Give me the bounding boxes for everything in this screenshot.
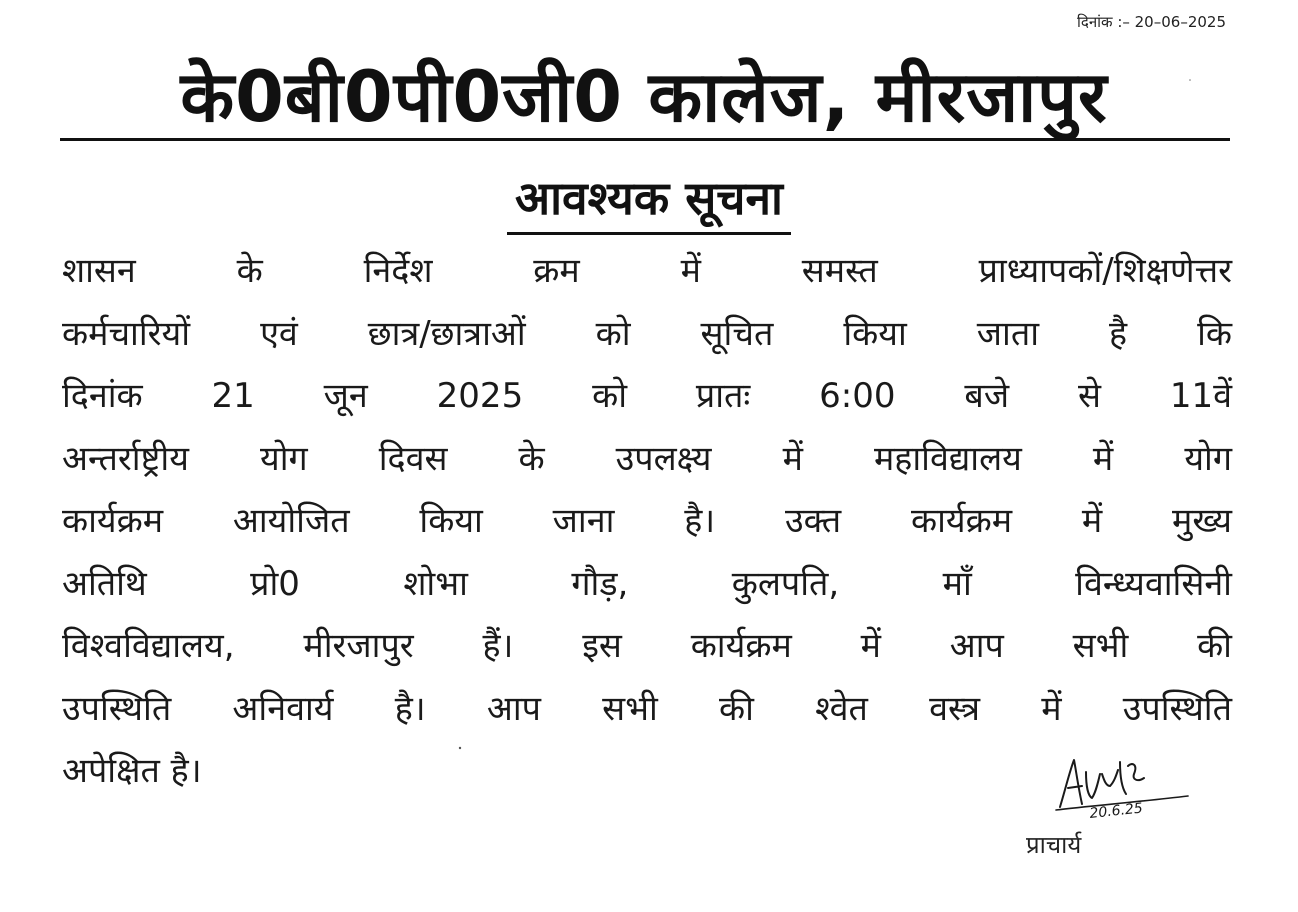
- notice-line-9: अपेक्षित है।: [62, 751, 202, 791]
- title-underline: [60, 138, 1230, 141]
- notice-line-7: विश्वविद्यालय, मीरजापुर हैं। इस कार्यक्रम में आप सभी की: [62, 626, 1232, 666]
- notice-body: [62, 240, 1232, 803]
- notice-line-3: दिनांक 21 जून 2025 को प्रातः 6:00 बजे से 11वें: [62, 376, 1232, 416]
- notice-heading-wrapper: [0, 168, 1298, 239]
- principal-signature: [1048, 752, 1198, 822]
- signature-date: 20.6.25: [1088, 800, 1144, 822]
- notice-date: दिनांक :– 20–06–2025: [1076, 13, 1226, 31]
- notice-line-1: शासन के निर्देश क्रम में समस्त प्राध्यापकों/शिक्षणेत्तर: [62, 251, 1232, 291]
- notice-line-8: उपस्थिति अनिवार्य है। आप सभी की श्वेत वस्त्र में उपस्थिति: [62, 688, 1232, 729]
- college-title: के0बी0पी0जी0 कालेज, मीरजापुर: [180, 56, 1108, 138]
- notice-line-4: अन्तर्राष्ट्रीय योग दिवस के उपलक्ष्य में महाविद्यालय में योग: [62, 438, 1232, 479]
- notice-line-6: अतिथि प्रो0 शोभा गौड़, कुलपति, माँ विन्ध्यवासिनी: [62, 563, 1232, 604]
- notice-line-2: कर्मचारियों एवं छात्र/छात्राओं को सूचित किया जाता है कि: [62, 313, 1232, 354]
- notice-heading: आवश्यक सूचना: [507, 168, 791, 235]
- notice-line-5: कार्यक्रम आयोजित किया जाना है। उक्त कार्यक्रम में मुख्य: [62, 501, 1232, 541]
- principal-label: प्राचार्य: [1026, 831, 1082, 859]
